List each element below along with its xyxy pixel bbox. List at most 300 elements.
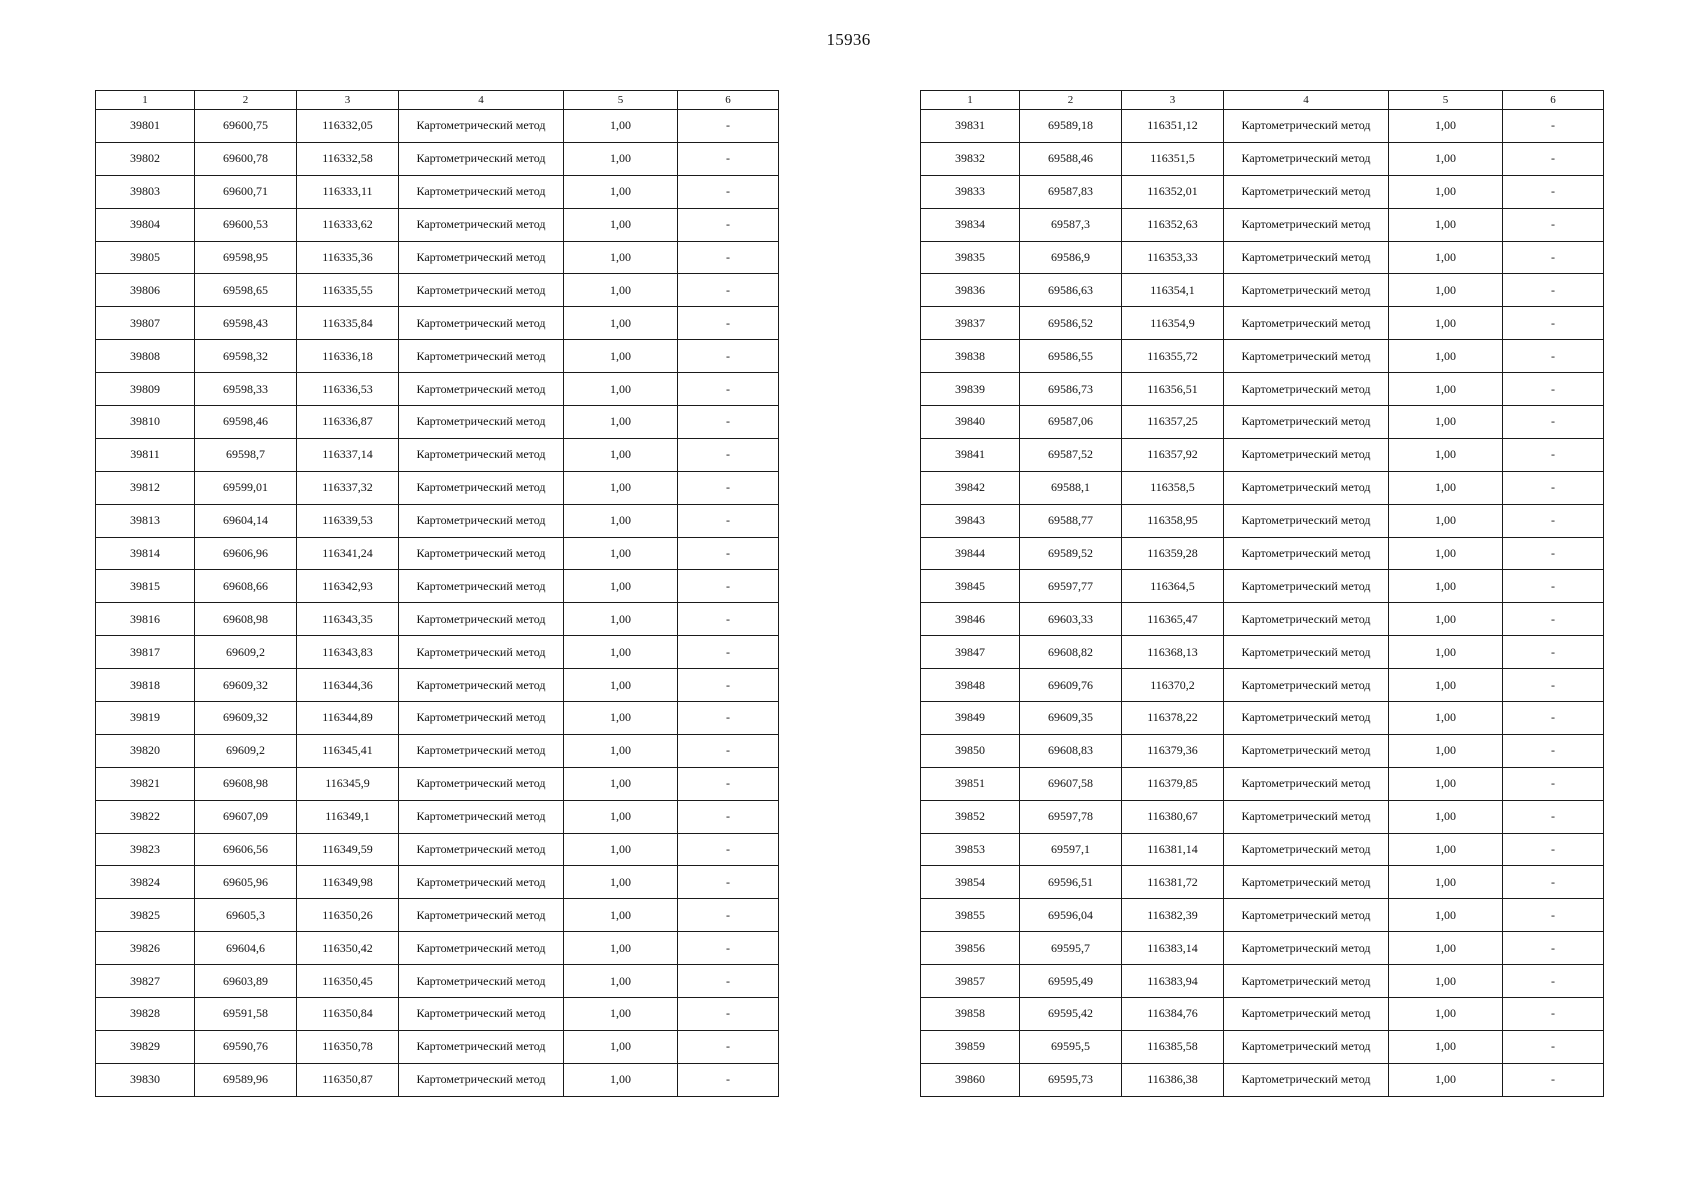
- description-cell: -: [678, 669, 779, 702]
- description-cell: -: [678, 965, 779, 998]
- x-coordinate-cell: 69595,7: [1020, 932, 1122, 965]
- method-cell: Картометрический метод: [399, 702, 564, 735]
- x-coordinate-cell: 69586,52: [1020, 307, 1122, 340]
- accuracy-cell: 1,00: [1389, 471, 1503, 504]
- method-cell: Картометрический метод: [399, 998, 564, 1031]
- x-coordinate-cell: 69608,66: [195, 570, 297, 603]
- x-coordinate-cell: 69595,73: [1020, 1063, 1122, 1096]
- point-number-cell: 39840: [921, 406, 1020, 439]
- method-cell: Картометрический метод: [399, 1030, 564, 1063]
- table-row: [96, 932, 779, 965]
- accuracy-cell: 1,00: [564, 175, 678, 208]
- method-cell: Картометрический метод: [1224, 965, 1389, 998]
- point-number-cell: 39819: [96, 702, 195, 735]
- y-coordinate-cell: 116337,32: [297, 471, 399, 504]
- point-number-cell: 39809: [96, 373, 195, 406]
- y-coordinate-cell: 116345,9: [297, 767, 399, 800]
- table-row: [921, 406, 1604, 439]
- accuracy-cell: 1,00: [1389, 110, 1503, 143]
- x-coordinate-cell: 69608,98: [195, 603, 297, 636]
- point-number-cell: 39837: [921, 307, 1020, 340]
- x-coordinate-cell: 69598,65: [195, 274, 297, 307]
- point-number-cell: 39828: [96, 998, 195, 1031]
- table-row: [96, 603, 779, 636]
- point-number-cell: 39825: [96, 899, 195, 932]
- accuracy-cell: 1,00: [564, 471, 678, 504]
- y-coordinate-cell: 116350,78: [297, 1030, 399, 1063]
- accuracy-cell: 1,00: [564, 406, 678, 439]
- point-number-cell: 39835: [921, 241, 1020, 274]
- point-number-cell: 39854: [921, 866, 1020, 899]
- method-cell: Картометрический метод: [399, 142, 564, 175]
- point-number-cell: 39842: [921, 471, 1020, 504]
- description-cell: -: [1503, 471, 1604, 504]
- column-header: 3: [1122, 91, 1224, 110]
- table-row: [96, 438, 779, 471]
- x-coordinate-cell: 69609,2: [195, 636, 297, 669]
- method-cell: Картометрический метод: [1224, 1030, 1389, 1063]
- x-coordinate-cell: 69609,35: [1020, 702, 1122, 735]
- x-coordinate-cell: 69598,32: [195, 340, 297, 373]
- table-row: [921, 702, 1604, 735]
- table-row: [921, 932, 1604, 965]
- point-number-cell: 39813: [96, 504, 195, 537]
- method-cell: Картометрический метод: [1224, 866, 1389, 899]
- x-coordinate-cell: 69606,96: [195, 537, 297, 570]
- table-row: [921, 274, 1604, 307]
- y-coordinate-cell: 116381,72: [1122, 866, 1224, 899]
- method-cell: Картометрический метод: [1224, 570, 1389, 603]
- y-coordinate-cell: 116343,83: [297, 636, 399, 669]
- table-row: [96, 570, 779, 603]
- point-number-cell: 39807: [96, 307, 195, 340]
- table-row: [96, 866, 779, 899]
- x-coordinate-cell: 69605,96: [195, 866, 297, 899]
- y-coordinate-cell: 116342,93: [297, 570, 399, 603]
- accuracy-cell: 1,00: [564, 340, 678, 373]
- x-coordinate-cell: 69606,56: [195, 833, 297, 866]
- table-row: [921, 636, 1604, 669]
- y-coordinate-cell: 116336,18: [297, 340, 399, 373]
- table-row: [96, 669, 779, 702]
- table-row: [921, 373, 1604, 406]
- accuracy-cell: 1,00: [1389, 307, 1503, 340]
- table-row: [921, 110, 1604, 143]
- description-cell: -: [678, 504, 779, 537]
- table-row: [921, 1030, 1604, 1063]
- y-coordinate-cell: 116352,01: [1122, 175, 1224, 208]
- accuracy-cell: 1,00: [1389, 340, 1503, 373]
- accuracy-cell: 1,00: [564, 504, 678, 537]
- point-number-cell: 39823: [96, 833, 195, 866]
- accuracy-cell: 1,00: [564, 307, 678, 340]
- accuracy-cell: 1,00: [1389, 866, 1503, 899]
- point-number-cell: 39836: [921, 274, 1020, 307]
- y-coordinate-cell: 116379,85: [1122, 767, 1224, 800]
- point-number-cell: 39803: [96, 175, 195, 208]
- description-cell: -: [1503, 965, 1604, 998]
- y-coordinate-cell: 116350,45: [297, 965, 399, 998]
- description-cell: -: [1503, 734, 1604, 767]
- table-row: [921, 1063, 1604, 1096]
- y-coordinate-cell: 116344,89: [297, 702, 399, 735]
- table-row: [921, 537, 1604, 570]
- x-coordinate-cell: 69608,83: [1020, 734, 1122, 767]
- accuracy-cell: 1,00: [564, 537, 678, 570]
- point-number-cell: 39856: [921, 932, 1020, 965]
- table-header-row: [96, 91, 779, 110]
- accuracy-cell: 1,00: [1389, 570, 1503, 603]
- column-header: 4: [399, 91, 564, 110]
- point-number-cell: 39858: [921, 998, 1020, 1031]
- table-row: [921, 504, 1604, 537]
- column-header: 5: [564, 91, 678, 110]
- method-cell: Картометрический метод: [399, 340, 564, 373]
- description-cell: -: [678, 373, 779, 406]
- accuracy-cell: 1,00: [564, 932, 678, 965]
- method-cell: Картометрический метод: [1224, 208, 1389, 241]
- x-coordinate-cell: 69604,6: [195, 932, 297, 965]
- y-coordinate-cell: 116353,33: [1122, 241, 1224, 274]
- x-coordinate-cell: 69588,1: [1020, 471, 1122, 504]
- y-coordinate-cell: 116368,13: [1122, 636, 1224, 669]
- column-header: 2: [1020, 91, 1122, 110]
- table-row: [921, 142, 1604, 175]
- description-cell: -: [678, 998, 779, 1031]
- method-cell: Картометрический метод: [1224, 504, 1389, 537]
- table-row: [96, 1063, 779, 1096]
- x-coordinate-cell: 69586,9: [1020, 241, 1122, 274]
- description-cell: -: [1503, 1063, 1604, 1096]
- method-cell: Картометрический метод: [399, 110, 564, 143]
- table-row: [921, 175, 1604, 208]
- x-coordinate-cell: 69586,73: [1020, 373, 1122, 406]
- description-cell: -: [678, 603, 779, 636]
- description-cell: -: [1503, 669, 1604, 702]
- y-coordinate-cell: 116381,14: [1122, 833, 1224, 866]
- point-number-cell: 39802: [96, 142, 195, 175]
- y-coordinate-cell: 116386,38: [1122, 1063, 1224, 1096]
- accuracy-cell: 1,00: [564, 274, 678, 307]
- method-cell: Картометрический метод: [1224, 406, 1389, 439]
- description-cell: -: [678, 636, 779, 669]
- accuracy-cell: 1,00: [564, 998, 678, 1031]
- point-number-cell: 39849: [921, 702, 1020, 735]
- table-row: [96, 175, 779, 208]
- table-row: [96, 373, 779, 406]
- point-number-cell: 39829: [96, 1030, 195, 1063]
- accuracy-cell: 1,00: [1389, 406, 1503, 439]
- x-coordinate-cell: 69600,75: [195, 110, 297, 143]
- description-cell: -: [678, 274, 779, 307]
- point-number-cell: 39816: [96, 603, 195, 636]
- point-number-cell: 39830: [96, 1063, 195, 1096]
- point-number-cell: 39841: [921, 438, 1020, 471]
- y-coordinate-cell: 116350,87: [297, 1063, 399, 1096]
- description-cell: -: [678, 1030, 779, 1063]
- accuracy-cell: 1,00: [564, 110, 678, 143]
- description-cell: -: [678, 866, 779, 899]
- description-cell: -: [678, 899, 779, 932]
- table-row: [96, 471, 779, 504]
- table-row: [921, 734, 1604, 767]
- description-cell: -: [1503, 208, 1604, 241]
- table-row: [96, 537, 779, 570]
- x-coordinate-cell: 69609,2: [195, 734, 297, 767]
- x-coordinate-cell: 69607,58: [1020, 767, 1122, 800]
- description-cell: -: [678, 932, 779, 965]
- description-cell: -: [678, 241, 779, 274]
- point-number-cell: 39815: [96, 570, 195, 603]
- accuracy-cell: 1,00: [564, 1063, 678, 1096]
- table-row: [921, 241, 1604, 274]
- description-cell: -: [1503, 603, 1604, 636]
- accuracy-cell: 1,00: [1389, 274, 1503, 307]
- x-coordinate-cell: 69596,04: [1020, 899, 1122, 932]
- point-number-cell: 39805: [96, 241, 195, 274]
- point-number-cell: 39846: [921, 603, 1020, 636]
- y-coordinate-cell: 116350,42: [297, 932, 399, 965]
- point-number-cell: 39832: [921, 142, 1020, 175]
- method-cell: Картометрический метод: [399, 636, 564, 669]
- accuracy-cell: 1,00: [564, 899, 678, 932]
- description-cell: -: [1503, 636, 1604, 669]
- x-coordinate-cell: 69597,1: [1020, 833, 1122, 866]
- y-coordinate-cell: 116332,58: [297, 142, 399, 175]
- accuracy-cell: 1,00: [1389, 504, 1503, 537]
- x-coordinate-cell: 69596,51: [1020, 866, 1122, 899]
- description-cell: -: [1503, 833, 1604, 866]
- coordinates-table-right: [920, 90, 1604, 1097]
- method-cell: Картометрический метод: [1224, 438, 1389, 471]
- table-row: [96, 307, 779, 340]
- y-coordinate-cell: 116341,24: [297, 537, 399, 570]
- y-coordinate-cell: 116378,22: [1122, 702, 1224, 735]
- x-coordinate-cell: 69600,78: [195, 142, 297, 175]
- point-number-cell: 39814: [96, 537, 195, 570]
- method-cell: Картометрический метод: [399, 965, 564, 998]
- accuracy-cell: 1,00: [1389, 702, 1503, 735]
- method-cell: Картометрический метод: [399, 603, 564, 636]
- x-coordinate-cell: 69609,76: [1020, 669, 1122, 702]
- method-cell: Картометрический метод: [1224, 603, 1389, 636]
- accuracy-cell: 1,00: [1389, 1063, 1503, 1096]
- accuracy-cell: 1,00: [1389, 965, 1503, 998]
- accuracy-cell: 1,00: [1389, 603, 1503, 636]
- point-number-cell: 39844: [921, 537, 1020, 570]
- point-number-cell: 39860: [921, 1063, 1020, 1096]
- y-coordinate-cell: 116358,95: [1122, 504, 1224, 537]
- y-coordinate-cell: 116382,39: [1122, 899, 1224, 932]
- method-cell: Картометрический метод: [1224, 800, 1389, 833]
- point-number-cell: 39845: [921, 570, 1020, 603]
- method-cell: Картометрический метод: [1224, 274, 1389, 307]
- method-cell: Картометрический метод: [399, 1063, 564, 1096]
- point-number-cell: 39801: [96, 110, 195, 143]
- method-cell: Картометрический метод: [1224, 734, 1389, 767]
- y-coordinate-cell: 116357,25: [1122, 406, 1224, 439]
- table-row: [96, 734, 779, 767]
- table-row: [96, 142, 779, 175]
- y-coordinate-cell: 116343,35: [297, 603, 399, 636]
- x-coordinate-cell: 69597,77: [1020, 570, 1122, 603]
- method-cell: Картометрический метод: [399, 899, 564, 932]
- y-coordinate-cell: 116332,05: [297, 110, 399, 143]
- y-coordinate-cell: 116336,87: [297, 406, 399, 439]
- method-cell: Картометрический метод: [1224, 767, 1389, 800]
- x-coordinate-cell: 69599,01: [195, 471, 297, 504]
- table-row: [921, 767, 1604, 800]
- y-coordinate-cell: 116351,5: [1122, 142, 1224, 175]
- method-cell: Картометрический метод: [399, 175, 564, 208]
- accuracy-cell: 1,00: [564, 570, 678, 603]
- accuracy-cell: 1,00: [1389, 669, 1503, 702]
- y-coordinate-cell: 116359,28: [1122, 537, 1224, 570]
- y-coordinate-cell: 116365,47: [1122, 603, 1224, 636]
- x-coordinate-cell: 69605,3: [195, 899, 297, 932]
- column-header: 6: [678, 91, 779, 110]
- description-cell: -: [1503, 142, 1604, 175]
- table-row: [921, 307, 1604, 340]
- point-number-cell: 39818: [96, 669, 195, 702]
- method-cell: Картометрический метод: [1224, 307, 1389, 340]
- description-cell: -: [678, 175, 779, 208]
- x-coordinate-cell: 69609,32: [195, 702, 297, 735]
- table-row: [96, 965, 779, 998]
- description-cell: -: [678, 340, 779, 373]
- table-row: [96, 800, 779, 833]
- table-row: [921, 570, 1604, 603]
- description-cell: -: [1503, 998, 1604, 1031]
- table-row: [96, 208, 779, 241]
- x-coordinate-cell: 69587,52: [1020, 438, 1122, 471]
- method-cell: Картометрический метод: [1224, 998, 1389, 1031]
- y-coordinate-cell: 116379,36: [1122, 734, 1224, 767]
- x-coordinate-cell: 69595,5: [1020, 1030, 1122, 1063]
- accuracy-cell: 1,00: [1389, 998, 1503, 1031]
- method-cell: Картометрический метод: [399, 734, 564, 767]
- accuracy-cell: 1,00: [564, 438, 678, 471]
- method-cell: Картометрический метод: [399, 406, 564, 439]
- y-coordinate-cell: 116335,55: [297, 274, 399, 307]
- method-cell: Картометрический метод: [399, 307, 564, 340]
- y-coordinate-cell: 116349,98: [297, 866, 399, 899]
- y-coordinate-cell: 116352,63: [1122, 208, 1224, 241]
- x-coordinate-cell: 69595,49: [1020, 965, 1122, 998]
- y-coordinate-cell: 116335,36: [297, 241, 399, 274]
- description-cell: -: [1503, 932, 1604, 965]
- description-cell: -: [1503, 767, 1604, 800]
- y-coordinate-cell: 116349,1: [297, 800, 399, 833]
- y-coordinate-cell: 116383,94: [1122, 965, 1224, 998]
- accuracy-cell: 1,00: [1389, 899, 1503, 932]
- point-number-cell: 39806: [96, 274, 195, 307]
- accuracy-cell: 1,00: [564, 702, 678, 735]
- method-cell: Картометрический метод: [1224, 636, 1389, 669]
- description-cell: -: [678, 406, 779, 439]
- point-number-cell: 39853: [921, 833, 1020, 866]
- accuracy-cell: 1,00: [1389, 208, 1503, 241]
- point-number-cell: 39852: [921, 800, 1020, 833]
- description-cell: -: [678, 570, 779, 603]
- method-cell: Картометрический метод: [1224, 702, 1389, 735]
- point-number-cell: 39855: [921, 899, 1020, 932]
- description-cell: -: [1503, 702, 1604, 735]
- table-row: [96, 241, 779, 274]
- point-number-cell: 39824: [96, 866, 195, 899]
- point-number-cell: 39851: [921, 767, 1020, 800]
- table-row: [921, 669, 1604, 702]
- x-coordinate-cell: 69600,71: [195, 175, 297, 208]
- description-cell: -: [1503, 899, 1604, 932]
- y-coordinate-cell: 116351,12: [1122, 110, 1224, 143]
- point-number-cell: 39810: [96, 406, 195, 439]
- description-cell: -: [1503, 110, 1604, 143]
- x-coordinate-cell: 69591,58: [195, 998, 297, 1031]
- y-coordinate-cell: 116337,14: [297, 438, 399, 471]
- table-row: [96, 833, 779, 866]
- y-coordinate-cell: 116355,72: [1122, 340, 1224, 373]
- point-number-cell: 39838: [921, 340, 1020, 373]
- y-coordinate-cell: 116350,26: [297, 899, 399, 932]
- description-cell: -: [1503, 175, 1604, 208]
- accuracy-cell: 1,00: [564, 833, 678, 866]
- x-coordinate-cell: 69588,77: [1020, 504, 1122, 537]
- accuracy-cell: 1,00: [1389, 142, 1503, 175]
- description-cell: -: [678, 438, 779, 471]
- accuracy-cell: 1,00: [564, 636, 678, 669]
- y-coordinate-cell: 116350,84: [297, 998, 399, 1031]
- table-row: [96, 504, 779, 537]
- column-header: 2: [195, 91, 297, 110]
- accuracy-cell: 1,00: [564, 142, 678, 175]
- y-coordinate-cell: 116345,41: [297, 734, 399, 767]
- x-coordinate-cell: 69603,33: [1020, 603, 1122, 636]
- y-coordinate-cell: 116370,2: [1122, 669, 1224, 702]
- y-coordinate-cell: 116384,76: [1122, 998, 1224, 1031]
- method-cell: Картометрический метод: [399, 438, 564, 471]
- x-coordinate-cell: 69589,18: [1020, 110, 1122, 143]
- method-cell: Картометрический метод: [399, 866, 564, 899]
- table-row: [96, 340, 779, 373]
- table-row: [921, 603, 1604, 636]
- page-number: 15936: [826, 30, 871, 49]
- description-cell: -: [678, 734, 779, 767]
- y-coordinate-cell: 116333,62: [297, 208, 399, 241]
- point-number-cell: 39817: [96, 636, 195, 669]
- x-coordinate-cell: 69600,53: [195, 208, 297, 241]
- y-coordinate-cell: 116357,92: [1122, 438, 1224, 471]
- method-cell: Картометрический метод: [1224, 241, 1389, 274]
- x-coordinate-cell: 69607,09: [195, 800, 297, 833]
- description-cell: -: [1503, 866, 1604, 899]
- point-number-cell: 39859: [921, 1030, 1020, 1063]
- point-number-cell: 39843: [921, 504, 1020, 537]
- y-coordinate-cell: 116358,5: [1122, 471, 1224, 504]
- accuracy-cell: 1,00: [564, 965, 678, 998]
- method-cell: Картометрический метод: [399, 932, 564, 965]
- point-number-cell: 39822: [96, 800, 195, 833]
- x-coordinate-cell: 69587,3: [1020, 208, 1122, 241]
- column-header: 1: [96, 91, 195, 110]
- table-row: [96, 702, 779, 735]
- method-cell: Картометрический метод: [1224, 1063, 1389, 1096]
- y-coordinate-cell: 116356,51: [1122, 373, 1224, 406]
- x-coordinate-cell: 69587,06: [1020, 406, 1122, 439]
- x-coordinate-cell: 69587,83: [1020, 175, 1122, 208]
- x-coordinate-cell: 69598,95: [195, 241, 297, 274]
- coordinates-table-left: [95, 90, 779, 1097]
